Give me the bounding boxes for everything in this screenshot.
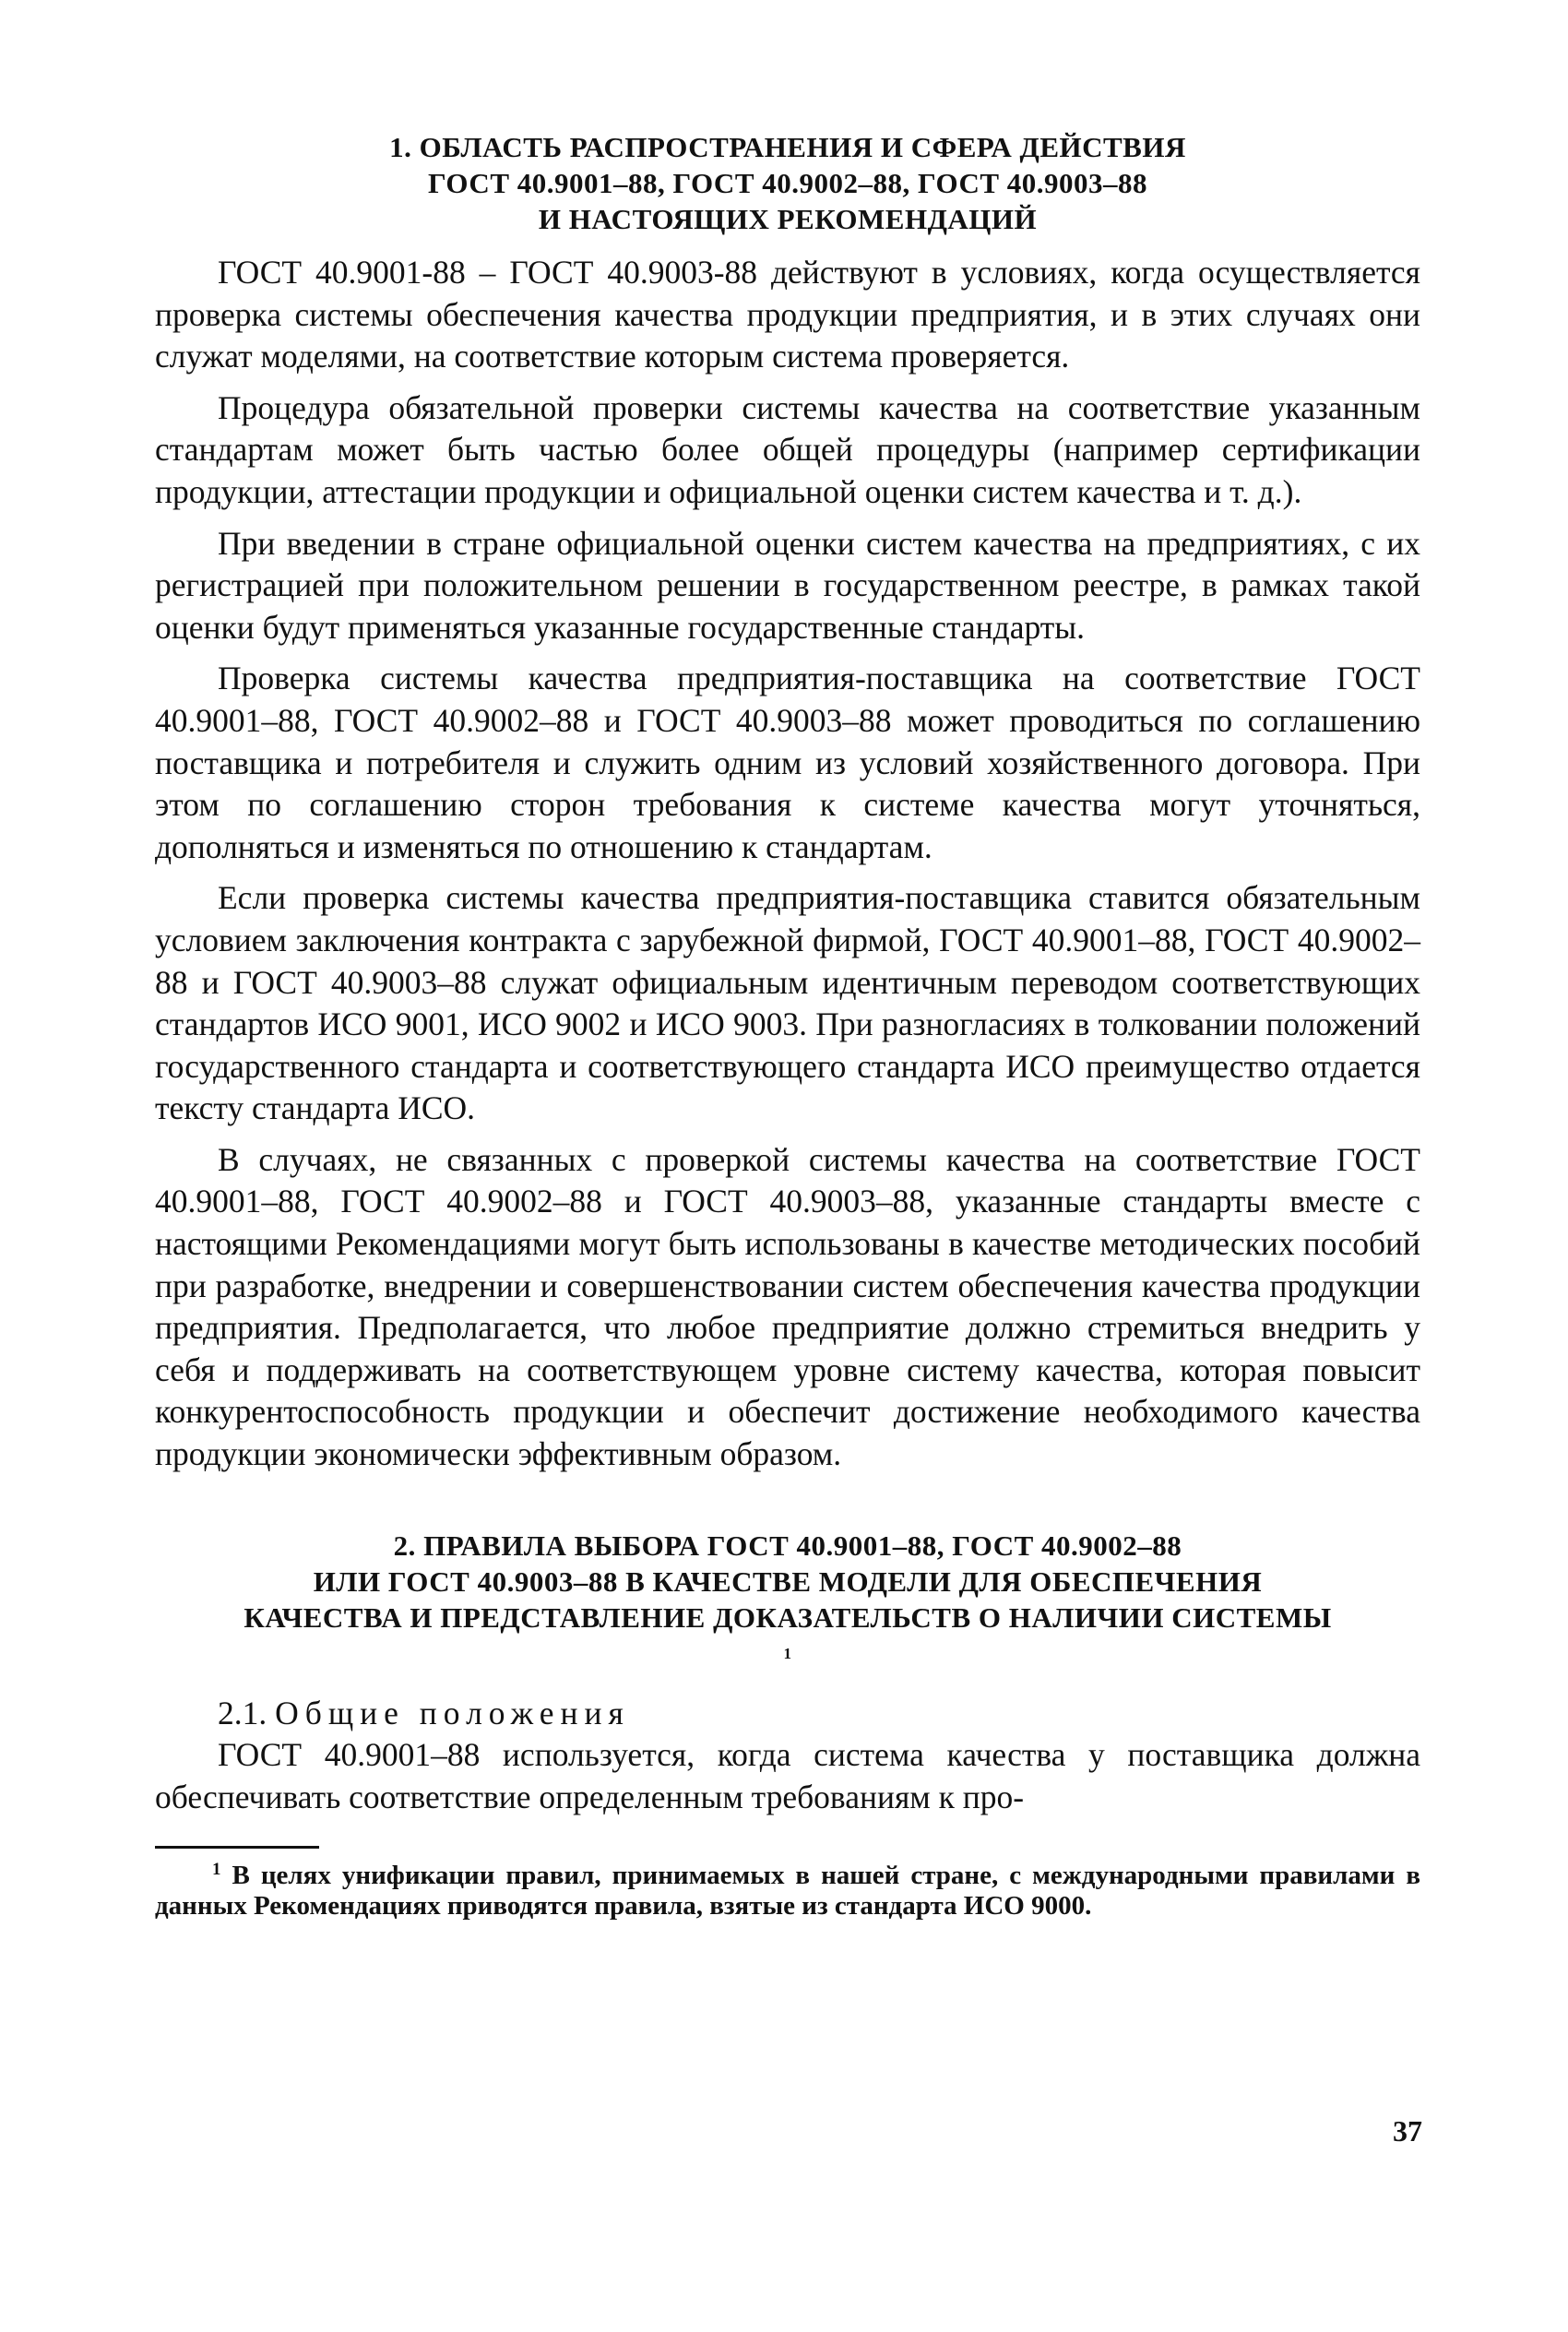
section-2-heading bbox=[155, 1528, 1420, 1678]
section-1-heading-line: И НАСТОЯЩИХ РЕКОМЕНДАЦИЙ bbox=[538, 203, 1038, 235]
document-page bbox=[155, 129, 1420, 1948]
footnote-divider bbox=[155, 1846, 319, 1849]
footnote bbox=[155, 1854, 1420, 1922]
section-2-heading-line-text: КАЧЕСТВА И ПРЕДСТАВЛЕНИЕ ДОКАЗАТЕЛЬСТВ О НАЛИЧИИ СИСТЕМЫ bbox=[244, 1600, 1332, 1634]
footnote-marker: 1 bbox=[212, 1860, 221, 1880]
section-2-heading-line: ИЛИ ГОСТ 40.9003–88 В КАЧЕСТВЕ МОДЕЛИ ДЛЯ ОБЕСПЕЧЕНИЯ bbox=[313, 1565, 1263, 1598]
section-2-heading-line bbox=[155, 1600, 1420, 1678]
section-2-heading-line: 2. ПРАВИЛА ВЫБОРА ГОСТ 40.9001–88, ГОСТ 40.9002–88 bbox=[393, 1529, 1182, 1562]
section-1-heading-line: 1. ОБЛАСТЬ РАСПРОСТРАНЕНИЯ И СФЕРА ДЕЙСТВИЯ bbox=[389, 131, 1186, 163]
paragraph: Проверка системы качества предприятия-поставщика на соответствие ГОСТ 40.9001–88, ГОСТ 40.9002–88 и ГОСТ 40.9003–88 может проводиться по соглашению поставщика и потребителя и служить одним из условий хозяйственного договора. При этом по соглашению сторон требования к системе качества могут уточняться, дополняться и изменяться по отношению к стандартам. bbox=[155, 660, 1420, 865]
section-1-heading bbox=[155, 129, 1420, 237]
paragraph: Если проверка системы качества предприятия-поставщика ставится обязательным условием заключения контракта с зарубежной фирмой, ГОСТ 40.9001–88, ГОСТ 40.9002–88 и ГОСТ 40.9003–88 служат официальным идентичным переводом соответствующих стандартов ИСО 9001, ИСО 9002 и ИСО 9003. При разногласиях в толковании положений государственного стандарта и соответствующего стандарта ИСО преимущество отдается тексту стандарта ИСО. bbox=[155, 879, 1420, 1127]
section-1-body bbox=[155, 252, 1420, 1476]
paragraph: При введении в стране официальной оценки систем качества на предприятиях, с их регистрацией при положительном решении в государственном реестре, в рамках такой оценки будут применяться указанные государственные стандарты. bbox=[155, 524, 1420, 646]
paragraph: В случаях, не связанных с проверкой системы качества на соответствие ГОСТ 40.9001–88, ГОСТ 40.9002–88 и ГОСТ 40.9003–88, указанные стандарты вместе с настоящими Рекомендациями могут быть использованы в качестве методических пособий при разработке, внедрении и совершенствовании систем обеспечения качества продукции предприятия. Предполагается, что любое предприятие должно стремиться внедрить у себя и поддерживать на соответствующем уровне систему качества, которая повысит конкурентоспособность продукции и обеспечит достижение необходимого качества продукции экономически эффективным образом. bbox=[155, 1140, 1420, 1473]
footnote-reference[interactable]: 1 bbox=[783, 1644, 792, 1662]
paragraph: ГОСТ 40.9001-88 – ГОСТ 40.9003-88 действуют в условиях, когда осуществляется проверка системы обеспечения качества продукции предприятия, и в этих случаях они служат моделями, на соответствие которым система проверяется. bbox=[155, 254, 1420, 375]
subsection-title bbox=[155, 1693, 1420, 1735]
footnote-text: В целях унификации правил, принимаемых в нашей стране, с международными правилами в данных Рекомендациях приводятся правила, взятые из стандарта ИСО 9000. bbox=[155, 1861, 1421, 1922]
paragraph: Процедура обязательной проверки системы качества на соответствие указанным стандартам может быть частью более общей процедуры (например сертификации продукции, аттестации продукции и официальной оценки систем качества и т. д.). bbox=[155, 388, 1420, 510]
section-1-heading-line: ГОСТ 40.9001–88, ГОСТ 40.9002–88, ГОСТ 40.9003–88 bbox=[427, 167, 1148, 199]
subsection-title-text: Общие положения bbox=[275, 1694, 630, 1731]
paragraph: ГОСТ 40.9001–88 используется, когда система качества у поставщика должна обеспечивать соответствие определенным требованиям к про- bbox=[155, 1736, 1420, 1815]
page-number: 37 bbox=[1393, 2114, 1422, 2148]
subsection-number: 2.1. bbox=[218, 1694, 267, 1731]
